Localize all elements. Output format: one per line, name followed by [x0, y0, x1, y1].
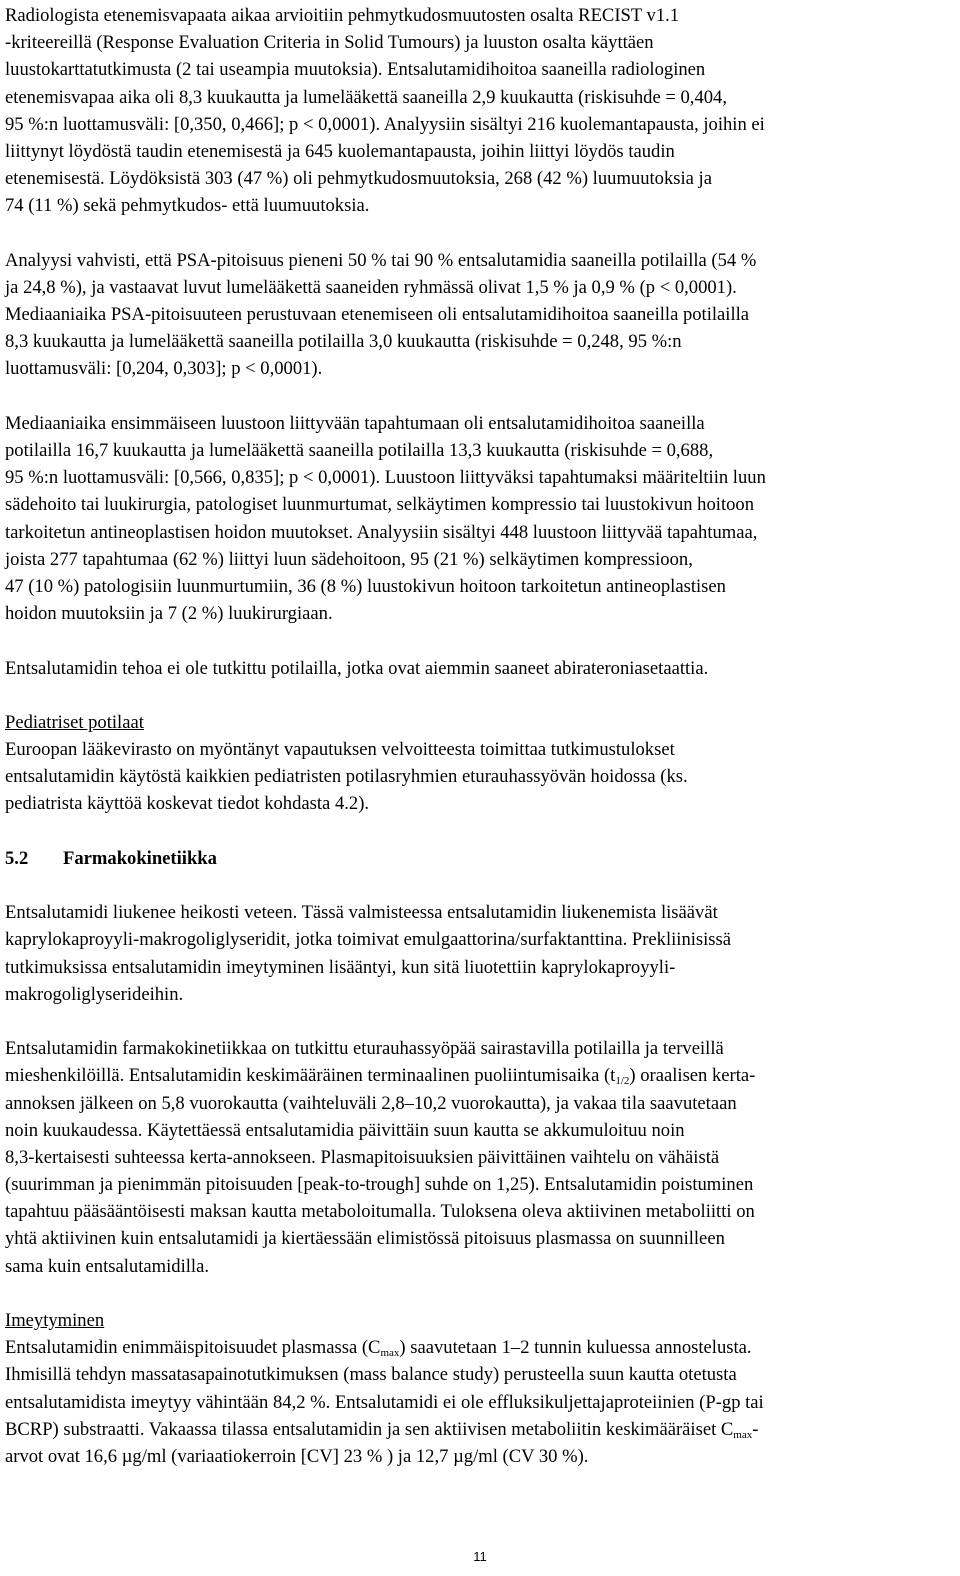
text-line: noin kuukaudessa. Käytettäessä entsalutamidia päivittäin suun kautta se akkumuloituu noin	[5, 1119, 685, 1141]
paragraph-abiraterone	[5, 655, 953, 682]
section-number: 5.2	[5, 847, 29, 869]
paragraph-gap	[5, 1280, 953, 1307]
text-line: Radiologista etenemisvapaata aikaa arvioitiin pehmytkudosmuutosten osalta RECIST v1.1	[5, 5, 680, 26]
text-line: (suurimman ja pienimmän pitoisuuden [peak-to-trough] suhde on 1,25). Entsalutamidin poistuminen	[5, 1174, 754, 1196]
text-line: luustokarttatutkimusta (2 tai useampia muutoksia). Entsalutamidihoitoa saaneilla radiologinen	[5, 59, 706, 81]
text-line: Mediaaniaika PSA-pitoisuuteen perustuvaan etenemiseen oli entsalutamidihoitoa saaneilla potilailla	[5, 304, 750, 326]
text-line: 8,3-kertaisesti suhteessa kerta-annokseen. Plasmapitoisuuksien päivittäinen vaihtelu on vähäistä	[5, 1146, 720, 1168]
text-line: potilailla 16,7 kuukautta ja lumelääkettä saaneilla potilailla 13,3 kuukautta (riskisuhde = 0,688,	[5, 440, 714, 461]
paragraph-psa-analysis	[5, 247, 953, 383]
text-line: etenemisestä. Löydöksistä 303 (47 %) oli pehmytkudosmuutoksia, 268 (42 %) luumuutoksia ja	[5, 168, 712, 190]
text-line: Entsalutamidin farmakokinetiikkaa on tutkittu eturauhassyöpää sairastavilla potilailla ja terveillä	[5, 1038, 724, 1060]
subscript: max	[733, 1428, 753, 1441]
text-line: Mediaaniaika ensimmäiseen luustoon liittyvään tapahtumaan oli entsalutamidihoitoa saaneilla	[5, 412, 705, 434]
text-line: 8,3 kuukautta ja lumelääkettä saaneilla potilailla 3,0 kuukautta (riskisuhde = 0,248, 95 %:n	[5, 331, 682, 353]
paragraph-gap	[5, 627, 953, 654]
text-line: sädehoito tai luukirurgia, patologiset luunmurtumat, selkäytimen kompressio tai luustokivun hoitoon	[5, 494, 754, 516]
subscript: max	[380, 1347, 400, 1360]
text-line: Analyysi vahvisti, että PSA-pitoisuus pieneni 50 % tai 90 % entsalutamidia saaneilla potilailla (54 %	[5, 249, 757, 271]
paragraph-gap	[5, 682, 953, 709]
text-line: entsalutamidista imeytyy vähintään 84,2 %. Entsalutamidi ei ole effluksikuljettajaproteiinien (P-gp tai	[5, 1391, 764, 1413]
text-line: -kriteereillä (Response Evaluation Criteria in Solid Tumours) ja luuston osalta käyttäen	[5, 32, 654, 54]
text-line: tutkimuksissa entsalutamidin imeytyminen lisääntyi, kun sitä liuotettiin kaprylokaproyyli-	[5, 956, 676, 978]
text-line: joista 277 tapahtumaa (62 %) liittyi luun sädehoitoon, 95 (21 %) selkäytimen kompressioon,	[5, 548, 693, 570]
text-line: liittynyt löydöstä taudin etenemisestä ja 645 kuolemantapausta, joihin liittyi löydös taudin	[5, 140, 675, 162]
text-line: 74 (11 %) sekä pehmytkudos- että luumuutoksia.	[5, 195, 370, 217]
text-line: kaprylokaproyyli-makrogoliglyseridit, jotka toimivat emulgaattorina/surfaktanttina. Prekliinisissä	[5, 929, 732, 951]
text-fragment: -	[752, 1418, 759, 1440]
text-fragment: Entsalutamidin enimmäispitoisuudet plasmassa (C	[5, 1337, 381, 1359]
subheading-absorption-text: Imeytyminen	[5, 1310, 105, 1332]
subscript: 1/2	[615, 1075, 630, 1088]
text-fragment: BCRP) substraatti. Vakaassa tilassa entsalutamidin ja sen aktiivisen metaboliitin keskimääräiset C	[5, 1418, 734, 1440]
text-line-cmax	[5, 1334, 953, 1361]
text-line: Entsalutamidin tehoa ei ole tutkittu potilailla, jotka ovat aiemmin saaneet abirateroniasetaattia.	[5, 657, 709, 679]
text-line: sama kuin entsalutamidilla.	[5, 1255, 209, 1277]
text-line: pediatrista käyttöä koskevat tiedot kohdasta 4.2).	[5, 793, 370, 815]
text-line: arvot ovat 16,6 µg/ml (variaatiokerroin [CV] 23 % ) ja 12,7 µg/ml (CV 30 %).	[5, 1445, 589, 1467]
text-line: makrogoliglyserideihin.	[5, 983, 184, 1005]
text-line: Euroopan lääkevirasto on myöntänyt vapautuksen velvoitteesta toimittaa tutkimustulokset	[5, 739, 675, 761]
paragraph-gap	[5, 383, 953, 410]
subheading-absorption	[5, 1307, 953, 1334]
paragraph-radiological-pfs	[5, 2, 953, 220]
paragraph-skeletal-events	[5, 410, 953, 628]
text-line: tarkoitetun antineoplastisen hoidon muutokset. Analyysiin sisältyi 448 luustoon liittyvää tapahtumaa,	[5, 521, 758, 543]
text-line-cmax	[5, 1416, 953, 1443]
paragraph-pediatric	[5, 709, 953, 818]
text-fragment: mieshenkilöillä. Entsalutamidin keskimääräinen terminaalinen puoliintumisaika (t	[5, 1065, 616, 1087]
subheading-pediatric	[5, 709, 953, 736]
text-fragment: ) oraalisen kerta-	[629, 1065, 756, 1087]
text-line: Ihmisillä tehdyn massatasapainotutkimuksen (mass balance study) perusteella suun kautta otetusta	[5, 1364, 737, 1386]
text-line: etenemisvapaa aika oli 8,3 kuukautta ja lumelääkettä saaneilla 2,9 kuukautta (riskisuhde = 0,404,	[5, 86, 727, 108]
paragraph-pharmacokinetics	[5, 1035, 953, 1280]
paragraph-absorption	[5, 1307, 953, 1470]
text-line: 47 (10 %) patologisiin luunmurtumiin, 36 (8 %) luustokivun hoitoon tarkoitetun antineoplastisen	[5, 575, 726, 597]
text-line: Entsalutamidi liukenee heikosti veteen. Tässä valmisteessa entsalutamidin liukenemista lisäävät	[5, 902, 718, 924]
text-line: ja 24,8 %), ja vastaavat luvut lumelääkettä saaneiden ryhmässä olivat 1,5 % ja 0,9 % (p < 0,0001).	[5, 276, 737, 298]
paragraph-gap	[5, 1008, 953, 1035]
text-line-half-life	[5, 1062, 953, 1089]
text-line: 95 %:n luottamusväli: [0,350, 0,466]; p < 0,0001). Analyysiin sisältyi 216 kuolemantapausta, joihin ei	[5, 113, 765, 135]
paragraph-gap	[5, 220, 953, 247]
text-line: annoksen jälkeen on 5,8 vuorokautta (vaihteluväli 2,8–10,2 vuorokautta), ja vakaa tila saavutetaan	[5, 1092, 737, 1114]
document-page	[5, 2, 953, 1470]
subheading-pediatric-text: Pediatriset potilaat	[5, 711, 144, 733]
paragraph-gap	[5, 818, 953, 845]
text-line: tapahtuu pääsääntöisesti maksan kautta metaboloitumalla. Tuloksena oleva aktiivinen metaboliitti on	[5, 1201, 755, 1223]
text-line: hoidon muutoksiin ja 7 (2 %) luukirurgiaan.	[5, 603, 333, 625]
text-line: luottamusväli: [0,204, 0,303]; p < 0,0001).	[5, 358, 323, 380]
paragraph-gap	[5, 872, 953, 899]
text-line: yhtä aktiivinen kuin entsalutamidi ja kiertäessään elimistössä pitoisuus plasmassa on suunnilleen	[5, 1228, 725, 1250]
paragraph-solubility	[5, 899, 953, 1008]
text-line: 95 %:n luottamusväli: [0,566, 0,835]; p < 0,0001). Luustoon liittyväksi tapahtumaksi määriteltiin luun	[5, 467, 766, 489]
section-title: Farmakokinetiikka	[63, 847, 217, 869]
page-number: 11	[473, 1549, 487, 1564]
text-fragment: ) saavutetaan 1–2 tunnin kuluessa annostelusta.	[399, 1337, 752, 1359]
section-heading	[5, 845, 953, 872]
text-line: entsalutamidin käytöstä kaikkien pediatristen potilasryhmien eturauhassyövän hoidossa (ks.	[5, 766, 688, 788]
